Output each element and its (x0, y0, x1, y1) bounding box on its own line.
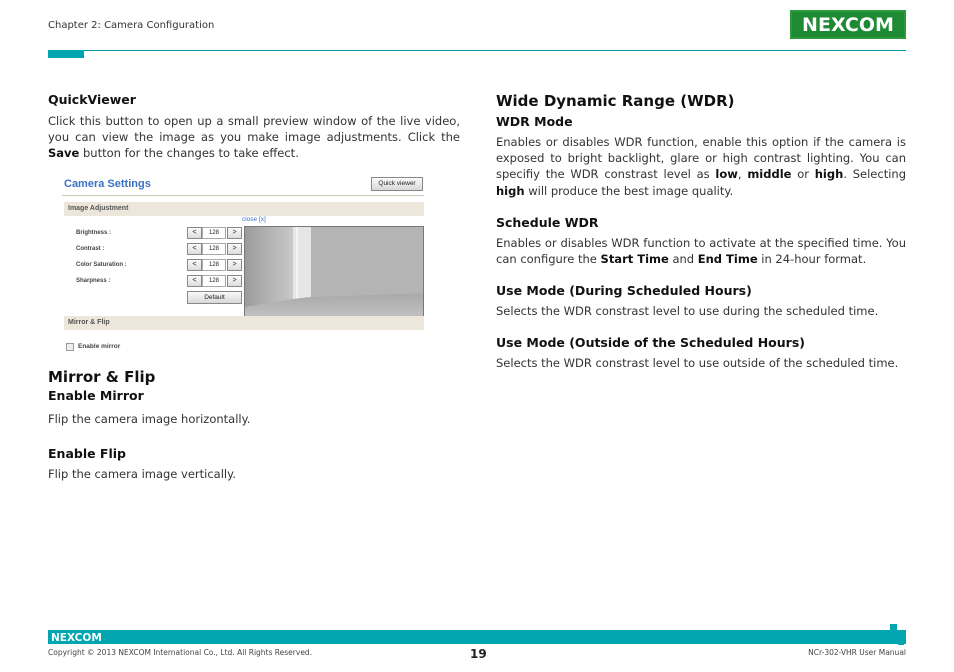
close-preview-link[interactable]: close [x] (242, 216, 266, 223)
wdr-heading: Wide Dynamic Range (WDR) (496, 92, 735, 110)
mirror-flip-section (48, 367, 460, 482)
brightness-decrease-button[interactable]: < (187, 227, 202, 239)
svg-text:NEXCOM: NEXCOM (802, 14, 894, 36)
camera-settings-title: Camera Settings (64, 178, 151, 190)
footer-bar (48, 630, 906, 644)
preview-image (245, 227, 424, 330)
enable-mirror-text: Flip the camera image horizontally. (48, 412, 251, 426)
brightness-label: Brightness : (76, 230, 112, 236)
quickviewer-text: Click this button to open up a small preview window of the live video, you can view the image as you make image adjustments. Click the Save button for the changes to take effect. (48, 114, 460, 161)
header-rule (48, 50, 906, 51)
color-saturation-label: Color Saturation : (76, 262, 127, 268)
image-adjustment-bar: Image Adjustment (64, 202, 424, 216)
use-mode-outside-heading: Use Mode (Outside of the Scheduled Hours) (496, 335, 805, 351)
use-mode-during-heading: Use Mode (During Scheduled Hours) (496, 283, 752, 299)
right-column (496, 91, 906, 372)
enable-flip-heading: Enable Flip (48, 446, 126, 462)
saturation-increase-button[interactable]: > (227, 259, 242, 271)
sharpness-increase-button[interactable]: > (227, 275, 242, 287)
mirror-flip-heading: Mirror & Flip (48, 368, 156, 386)
brightness-value[interactable]: 128 (202, 227, 226, 239)
enable-flip-text: Flip the camera image vertically. (48, 467, 236, 482)
chapter-title: Chapter 2: Camera Configuration (48, 20, 215, 31)
contrast-increase-button[interactable]: > (227, 243, 242, 255)
page-number: 19 (470, 647, 487, 661)
default-button[interactable]: Default (187, 291, 242, 304)
nexcom-logo (790, 10, 906, 39)
sharpness-value[interactable]: 128 (202, 275, 226, 287)
wdr-mode-heading: WDR Mode (496, 114, 573, 129)
saturation-value[interactable]: 128 (202, 259, 226, 271)
header-tab (48, 50, 84, 58)
quick-viewer-button[interactable]: Quick viewer (371, 177, 423, 191)
copyright-text: Copyright © 2013 NEXCOM International Co., Ltd. All Rights Reserved. (48, 648, 313, 657)
contrast-decrease-button[interactable]: < (187, 243, 202, 255)
enable-mirror-heading: Enable Mirror (48, 388, 144, 403)
quickviewer-heading: QuickViewer (48, 92, 136, 107)
brightness-increase-button[interactable]: > (227, 227, 242, 239)
panel-divider (62, 195, 424, 196)
camera-settings-screenshot (62, 170, 424, 358)
contrast-label: Contrast : (76, 246, 105, 252)
enable-mirror-label: Enable mirror (78, 343, 121, 350)
manual-title: NCr-302-VHR User Manual (808, 648, 906, 657)
video-preview (244, 226, 424, 330)
footer-nexcom-logo (50, 631, 110, 643)
mirror-flip-bar: Mirror & Flip (64, 316, 424, 330)
wdr-mode-text: Enables or disables WDR function, enable this option if the camera is exposed to bright backlight, glare or high contrast lighting. You can specifiy the WDR constrast level as low, middle or high. Selecting high will produce the best image quality. (496, 135, 906, 198)
contrast-value[interactable]: 128 (202, 243, 226, 255)
footer-squares-icon (886, 624, 908, 646)
use-mode-outside-text: Selects the WDR constrast level to use outside of the scheduled time. (496, 356, 899, 371)
sharpness-decrease-button[interactable]: < (187, 275, 202, 287)
left-column (48, 92, 460, 162)
enable-mirror-checkbox[interactable] (66, 343, 74, 351)
schedule-wdr-heading: Schedule WDR (496, 214, 599, 230)
schedule-wdr-text: Enables or disables WDR function to activate at the specified time. You can configure the Start Time and End Time in 24-hour format. (496, 235, 906, 267)
saturation-decrease-button[interactable]: < (187, 259, 202, 271)
use-mode-during-text: Selects the WDR constrast level to use during the scheduled time. (496, 304, 879, 319)
svg-text:NEXCOM: NEXCOM (51, 632, 102, 643)
sharpness-label: Sharpness : (76, 278, 111, 284)
